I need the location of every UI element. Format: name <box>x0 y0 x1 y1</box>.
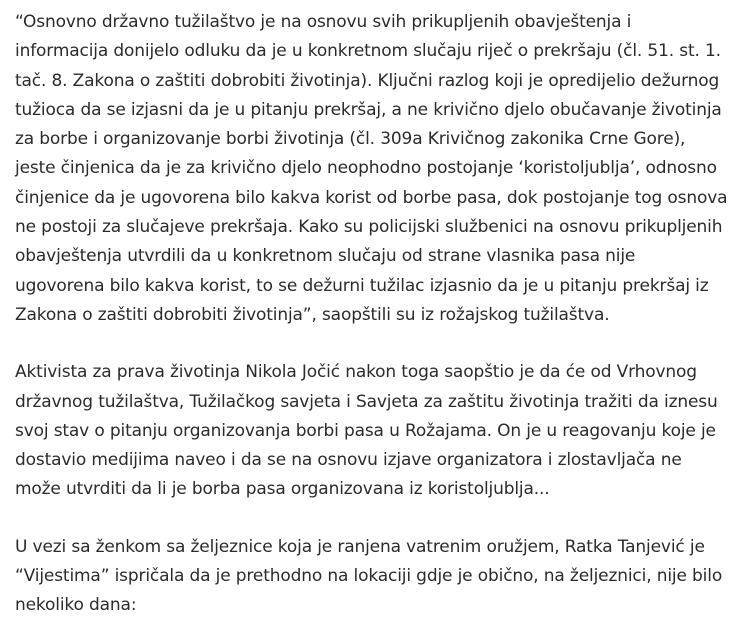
paragraph-activist-statement <box>15 358 734 504</box>
text-line: Aktivista za prava životinja Nikola Jočić nakon toga saopštio je da će od Vrhovnog <box>15 362 697 383</box>
text-line: tužioca da se izjasni da je u pitanju prekršaj, a ne krivično djelo obučavanje životinja <box>15 99 722 120</box>
text-line: jeste činjenica da je za krivično djelo neophodno postojanje ‘koristoljublja’, odnosno <box>15 158 717 179</box>
text-line: obavještenja utvrdili da u konkretnom slučaju od strane vlasnika pasa nije <box>15 246 636 267</box>
text-line: ugovorena bilo kakva korist, to se dežurni tužilac izjasnio da je u pitanju prekršaj iz <box>15 275 709 296</box>
text-line: informacija donijelo odluku da je u konkretnom slučaju riječ o prekršaju (čl. 51. st. 1. <box>15 41 721 62</box>
text-line: nekoliko dana: <box>15 595 137 616</box>
text-line: “Vijestima” ispričala da je prethodno na lokaciji gdje je obično, na željeznici, nije bilo <box>15 566 723 587</box>
paragraph-railway-dog <box>15 533 734 621</box>
text-line: “Osnovno državno tužilaštvo je na osnovu svih prikupljenih obavještenja i <box>15 12 632 32</box>
text-line: ne postoji za slučajeve prekršaja. Kako su policijski službenici na osnovu prikupljenih <box>15 217 723 238</box>
paragraph-prosecutor-statement <box>15 8 734 330</box>
text-line: za borbe i organizovanje borbi životinja (čl. 309a Krivičnog zakonika Crne Gore), <box>15 129 686 150</box>
paragraph-spacing <box>15 505 734 533</box>
text-line: tač. 8. Zakona o zaštiti dobrobiti životinja). Ključni razlog koji je opredijelio dežurnog <box>15 70 720 91</box>
text-line: državnog tužilaštva, Tužilačkog savjeta i Savjeta za zaštitu životinja tražiti da iznesu <box>15 391 718 412</box>
paragraph-spacing <box>15 330 734 358</box>
text-line: U vezi sa ženkom sa željeznice koja je ranjena vatrenim oružjem, Ratka Tanjević je <box>15 536 705 557</box>
text-line: može utvrditi da li je borba pasa organizovana iz koristoljublja... <box>15 479 550 500</box>
text-line: Zakona o zaštiti dobrobiti životinja”, saopštili su iz rožajskog tužilaštva. <box>15 304 610 325</box>
text-line: svoj stav o pitanju organizovanja borbi pasa u Rožajama. On je u reagovanju koje je <box>15 420 716 441</box>
text-line: činjenice da je ugovorena bilo kakva korist od borbe pasa, dok postojanje tog osnova <box>15 187 728 208</box>
text-line: dostavio medijima naveo i da se na osnovu izjave organizatora i zlostavljača ne <box>15 450 682 471</box>
